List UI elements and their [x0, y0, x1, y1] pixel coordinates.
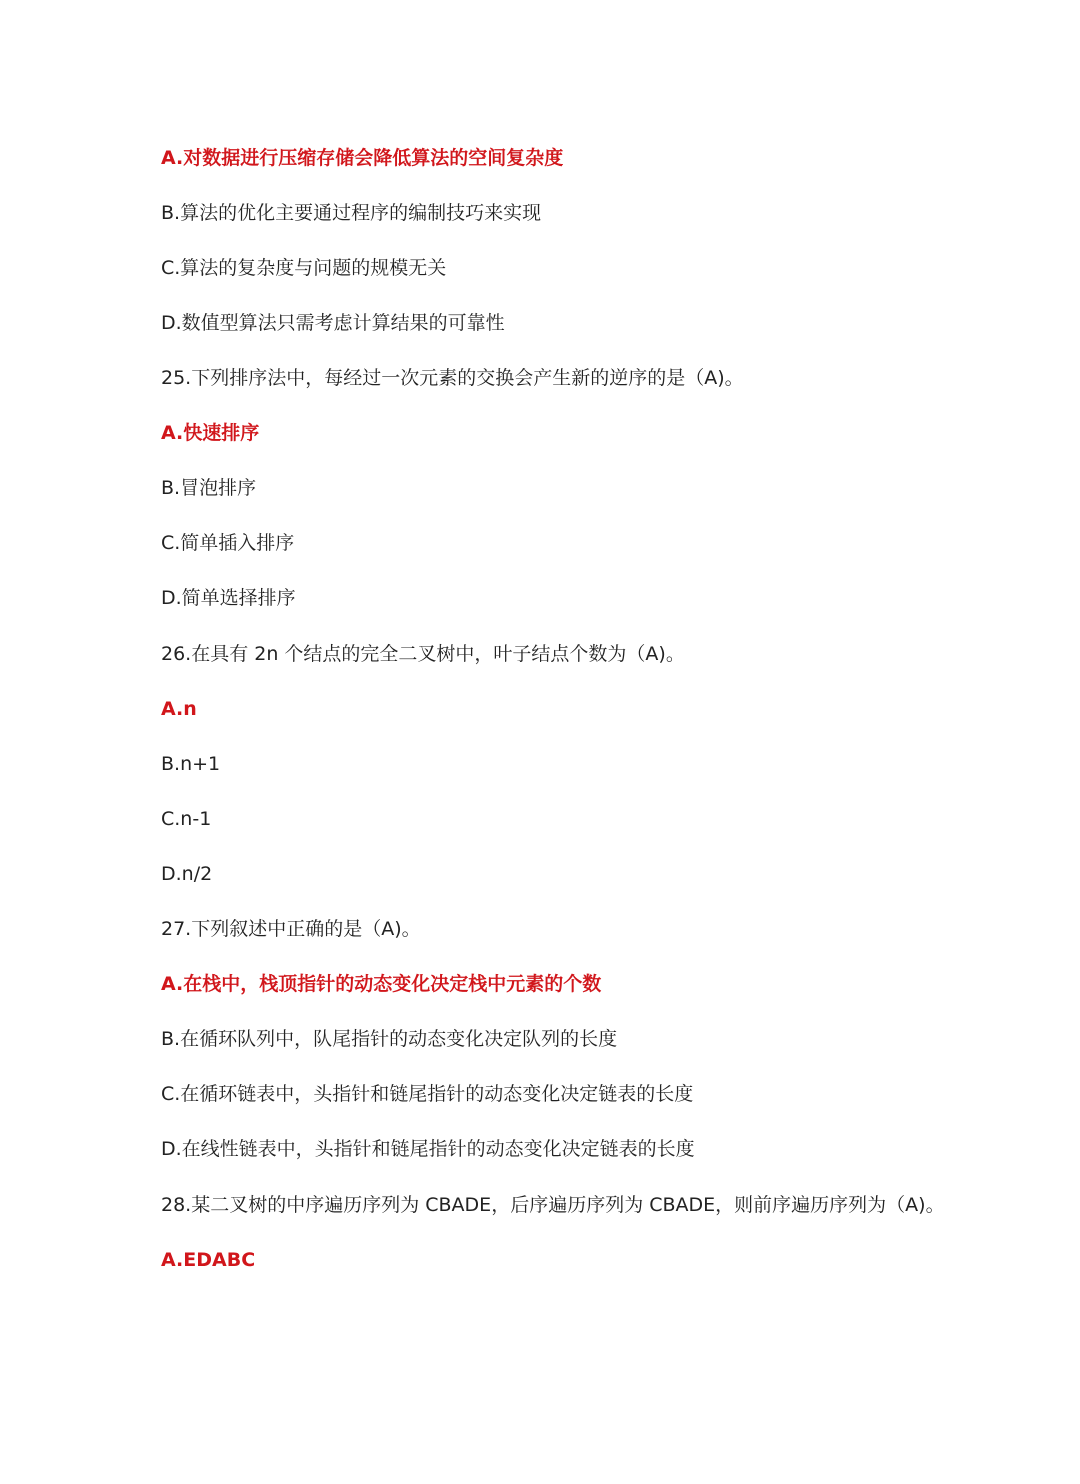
option-c: C.在循环链表中，头指针和链尾指针的动态变化决定链表的长度 [161, 1083, 694, 1105]
option-c: C.算法的复杂度与问题的规模无关 [161, 257, 447, 279]
option-b: B.n+1 [161, 753, 221, 775]
option-a-answer: A.快速排序 [161, 422, 260, 444]
option-a-answer: A.EDABC [161, 1249, 256, 1271]
option-a-answer: A.对数据进行压缩存储会降低算法的空间复杂度 [161, 147, 564, 169]
option-d: D.简单选择排序 [161, 587, 296, 609]
question-26: 26.在具有 2n 个结点的完全二叉树中，叶子结点个数为（A)。 [161, 643, 685, 665]
option-d: D.数值型算法只需考虑计算结果的可靠性 [161, 312, 505, 334]
option-b: B.在循环队列中，队尾指针的动态变化决定队列的长度 [161, 1028, 618, 1050]
option-a-answer: A.n [161, 698, 197, 720]
question-28: 28.某二叉树的中序遍历序列为 CBADE，后序遍历序列为 CBADE，则前序遍历序列为（A)。 [161, 1194, 945, 1216]
question-25: 25.下列排序法中，每经过一次元素的交换会产生新的逆序的是（A)。 [161, 367, 744, 389]
question-27: 27.下列叙述中正确的是（A)。 [161, 918, 421, 940]
option-c: C.n-1 [161, 808, 212, 830]
option-c: C.简单插入排序 [161, 532, 295, 554]
option-d: D.n/2 [161, 863, 213, 885]
option-b: B.冒泡排序 [161, 477, 257, 499]
option-a-answer: A.在栈中，栈顶指针的动态变化决定栈中元素的个数 [161, 973, 602, 995]
option-b: B.算法的优化主要通过程序的编制技巧来实现 [161, 202, 542, 224]
option-d: D.在线性链表中，头指针和链尾指针的动态变化决定链表的长度 [161, 1138, 695, 1160]
